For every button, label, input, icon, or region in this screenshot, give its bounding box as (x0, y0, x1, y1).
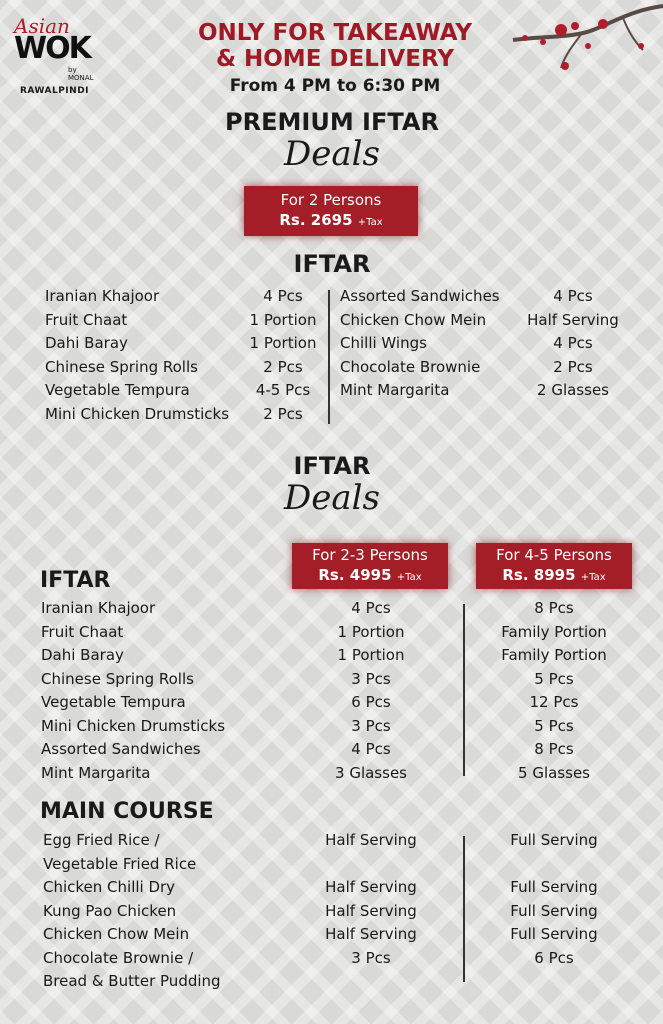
headline-line2: & HOME DELIVERY (215, 46, 455, 72)
qty-4-5: 5 Glasses (518, 763, 590, 782)
qty-2-3: 3 Pcs (351, 716, 391, 735)
ribbon2-tax: +Tax (580, 572, 606, 583)
brand-city: RAWALPINDI (20, 86, 90, 96)
brand-asian: Asian (14, 14, 70, 38)
ribbon1-persons: For 2-3 Persons (312, 546, 428, 564)
menu-item: Vegetable Tempura (41, 693, 186, 711)
qty-2-3: 4 Pcs (351, 740, 391, 758)
menu-item: Chinese Spring Rolls (45, 357, 198, 376)
qty-4-5: 12 Pcs (529, 693, 579, 711)
qty-2-3: 6 Pcs (351, 693, 391, 711)
menu-item: Vegetable Tempura (45, 381, 190, 399)
menu-item: Assorted Sandwiches (41, 740, 201, 758)
qty-4-5: 8 Pcs (534, 740, 574, 758)
menu-item: Chocolate Brownie (340, 357, 481, 376)
menu-item: Chilli Wings (340, 334, 427, 352)
menu-qty: 2 Pcs (263, 357, 303, 376)
menu-item: Iranian Khajoor (45, 287, 160, 305)
iftar-deals: Deals (284, 478, 380, 518)
iftar-title: IFTAR (293, 452, 371, 480)
headline-line1: ONLY FOR TAKEAWAY (197, 20, 473, 46)
cherry-blossom-branch-icon (503, 0, 663, 80)
premium-tax: +Tax (357, 217, 383, 228)
menu-item: Kung Pao Chicken (43, 901, 177, 920)
qty-2-3: 4 Pcs (351, 599, 391, 617)
menu-item: Dahi Baray (45, 334, 128, 352)
brand-wok: WOK (14, 31, 90, 66)
qty-2-3: Half Serving (325, 831, 417, 849)
qty-2-3: Half Serving (325, 901, 417, 920)
menu-item: Assorted Sandwiches (340, 287, 500, 305)
ribbon-4-5-persons (476, 543, 632, 589)
menu-item: Vegetable Fried Rice (43, 854, 197, 873)
divider (328, 290, 330, 424)
qty-4-5: 5 Pcs (534, 716, 574, 735)
main-course-title: MAIN COURSE (40, 799, 214, 824)
premium-persons: For 2 Persons (280, 191, 382, 209)
qty-2-3: 3 Glasses (335, 763, 407, 782)
menu-item: Chicken Chow Mein (340, 310, 487, 329)
menu-item: Egg Fried Rice / (43, 831, 160, 849)
menu-qty: Half Serving (527, 310, 619, 329)
premium-price: Rs. 2695 (279, 211, 353, 229)
qty-2-3: 1 Portion (337, 646, 405, 664)
qty-4-5: 6 Pcs (534, 948, 574, 967)
menu-item: Iranian Khajoor (41, 599, 156, 617)
qty-4-5: Full Serving (510, 925, 598, 943)
menu-item: Fruit Chaat (41, 622, 124, 641)
qty-2-3: Half Serving (325, 878, 417, 896)
ribbon2-price: Rs. 8995 (502, 566, 576, 584)
qty-4-5: Full Serving (510, 831, 598, 849)
qty-4-5: Full Serving (510, 878, 598, 896)
qty-2-3: 3 Pcs (351, 669, 391, 688)
brand-by: by MONAL (68, 66, 94, 82)
menu-item: Fruit Chaat (45, 310, 128, 329)
qty-4-5: 5 Pcs (534, 669, 574, 688)
qty-4-5: Family Portion (501, 622, 607, 641)
menu-item: Mint Margarita (41, 763, 151, 782)
menu-qty: 2 Pcs (553, 357, 593, 376)
iftar-section-title: IFTAR (40, 568, 111, 593)
menu-qty: 4-5 Pcs (255, 381, 311, 399)
premium-price-ribbon (244, 186, 418, 236)
qty-4-5: Family Portion (501, 646, 607, 664)
premium-title: PREMIUM IFTAR (225, 108, 439, 136)
ribbon1-tax: +Tax (396, 572, 422, 583)
divider (463, 836, 465, 982)
menu-item: Chicken Chow Mein (43, 925, 190, 943)
ribbon1-price: Rs. 4995 (318, 566, 392, 584)
menu-item: Bread & Butter Pudding (43, 972, 221, 990)
premium-deals: Deals (284, 134, 380, 174)
qty-4-5: Full Serving (510, 901, 598, 920)
menu-item: Mint Margarita (340, 381, 450, 399)
hours: From 4 PM to 6:30 PM (229, 76, 441, 96)
menu-item: Dahi Baray (41, 646, 124, 664)
qty-4-5: 8 Pcs (534, 599, 574, 617)
premium-section-title: IFTAR (293, 250, 371, 278)
menu-qty: 2 Glasses (537, 381, 609, 399)
menu-qty: 4 Pcs (553, 334, 593, 352)
ribbon2-persons: For 4-5 Persons (496, 546, 612, 564)
menu-qty: 2 Pcs (263, 404, 303, 423)
qty-2-3: 1 Portion (337, 622, 405, 641)
ribbon-2-3-persons (292, 543, 448, 589)
menu-qty: 1 Portion (249, 334, 317, 352)
menu-item: Mini Chicken Drumsticks (45, 404, 230, 423)
divider (463, 604, 465, 776)
menu-item: Chicken Chilli Dry (43, 878, 176, 896)
menu-item: Chinese Spring Rolls (41, 669, 194, 688)
menu-item: Chocolate Brownie / (43, 948, 194, 967)
qty-2-3: Half Serving (325, 925, 417, 943)
menu-qty: 4 Pcs (263, 287, 303, 305)
qty-2-3: 3 Pcs (351, 948, 391, 967)
headline (150, 20, 520, 72)
menu-item: Mini Chicken Drumsticks (41, 716, 226, 735)
menu-qty: 4 Pcs (553, 287, 593, 305)
menu-qty: 1 Portion (249, 310, 317, 329)
